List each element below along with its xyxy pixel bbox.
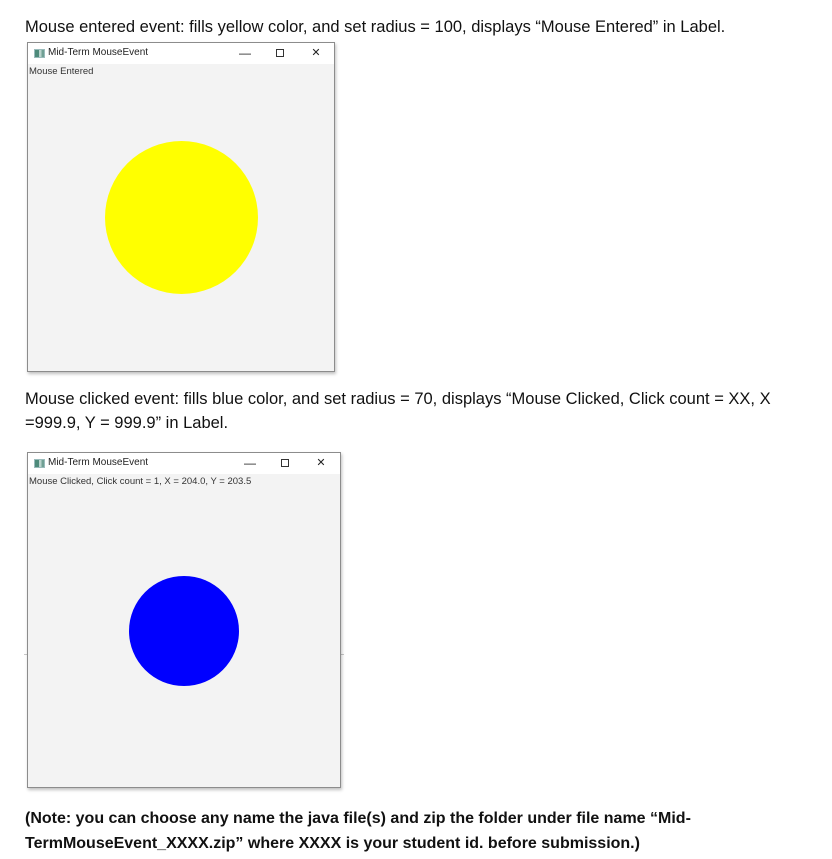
status-label: Mouse Clicked, Click count = 1, X = 204.0, Y = 203.5	[29, 476, 252, 487]
blue-circle[interactable]	[129, 576, 239, 686]
paragraph-mouse-entered: Mouse entered event: fills yellow color, and set radius = 100, displays “Mouse Entered” in Label.	[25, 18, 726, 36]
app-icon	[34, 459, 45, 468]
maximize-button[interactable]	[275, 455, 295, 471]
maximize-icon	[276, 49, 284, 57]
maximize-icon	[281, 459, 289, 467]
window-title: Mid-Term MouseEvent	[48, 47, 149, 58]
window-mouse-entered	[27, 42, 335, 372]
close-button[interactable]: ✕	[316, 457, 326, 469]
minimize-button[interactable]: —	[239, 46, 251, 60]
window-title: Mid-Term MouseEvent	[48, 457, 149, 468]
titlebar[interactable]	[28, 43, 334, 64]
yellow-circle[interactable]	[105, 141, 258, 294]
maximize-button[interactable]	[270, 45, 290, 61]
submission-note: (Note: you can choose any name the java file(s) and zip the folder under file name “Mid-TermMouseEvent_XXXX.zip” where XXXX is your student id. before submission.)	[25, 810, 691, 852]
status-label: Mouse Entered	[29, 66, 94, 77]
app-icon	[34, 49, 45, 58]
window-mouse-clicked	[27, 452, 341, 788]
paragraph-mouse-clicked: Mouse clicked event: fills blue color, and set radius = 70, displays “Mouse Clicked, Click count = XX, X =999.9, Y = 999.9” in Label.	[25, 390, 771, 432]
minimize-button[interactable]: —	[244, 456, 256, 470]
titlebar[interactable]	[28, 453, 340, 474]
close-button[interactable]: ✕	[311, 47, 321, 59]
